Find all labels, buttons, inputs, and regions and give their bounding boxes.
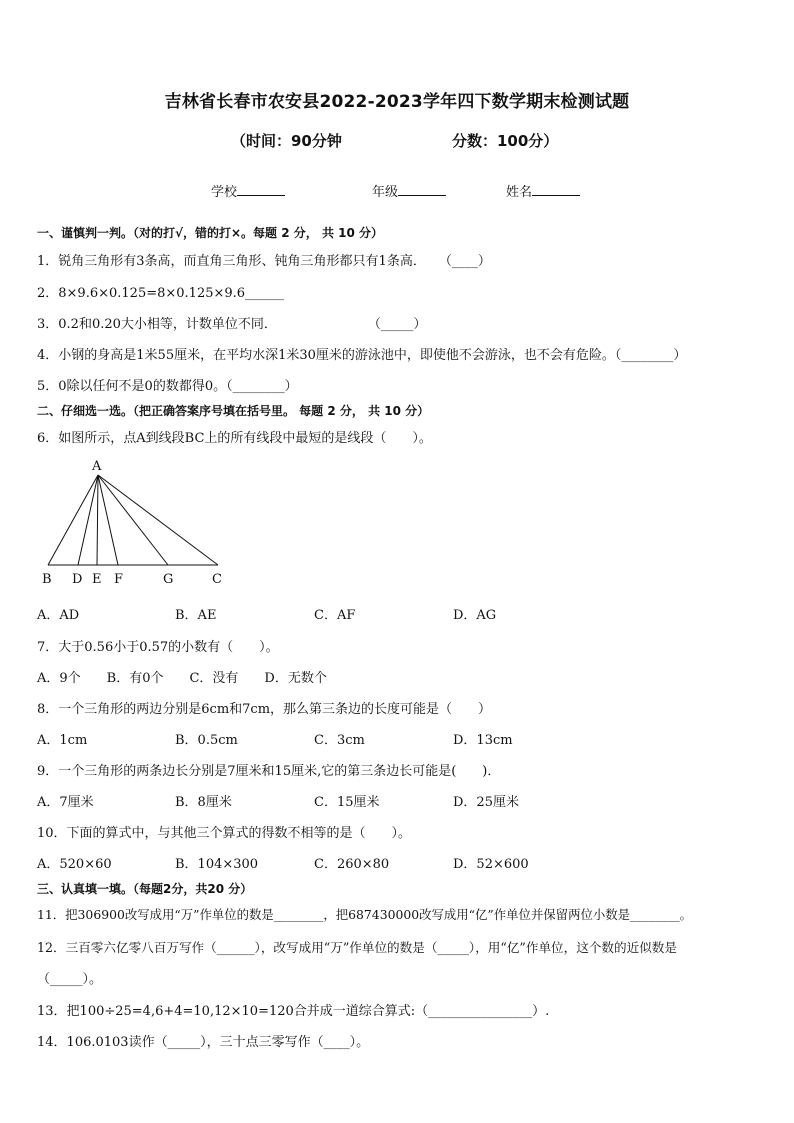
grade-field [372, 181, 446, 200]
question-12: 12．三百零六亿零八百万写作（______），改写成用“万”作单位的数是（_____），用“亿”作单位，这个数的近似数是 [37, 940, 677, 955]
label-b: B [42, 572, 52, 587]
school-blank[interactable] [237, 183, 285, 196]
q6-option-c[interactable]: C．AF [314, 608, 356, 623]
label-g: G [163, 572, 174, 587]
question-3: 3．0.2和0.20大小相等，计数单位不同． （_____） [37, 317, 427, 332]
label-e: E [92, 572, 102, 587]
grade-label: 年级 [372, 185, 399, 200]
page-title: 吉林省长春市农安县2022-2023学年四下数学期末检测试题 [164, 92, 630, 112]
q6-option-a[interactable]: A．AD [37, 608, 80, 623]
q6-option-b[interactable]: B．AE [175, 608, 217, 623]
section1-heading: 一、谨慎判一判。（对的打√，错的打×。每题 2 分， 共 10 分） [37, 226, 383, 240]
q10-option-a[interactable]: A．520×60 [37, 857, 112, 872]
segment-ae [97, 475, 98, 565]
triangle-figure [30, 455, 240, 587]
question-7: 7．大于0.56小于0.57的小数有（ ）。 [37, 640, 279, 655]
q9-option-a[interactable]: A．7厘米 [37, 795, 94, 810]
question-14: 14．106.0103读作（_____），三十点三零写作（____）。 [37, 1035, 370, 1050]
question-4: 4．小钢的身高是1米55厘米，在平均水深1米30厘米的游泳池中，即使他不会游泳，也不会有危险。（________） [37, 348, 687, 363]
name-field [506, 181, 580, 200]
label-d: D [72, 572, 83, 587]
label-a: A [92, 459, 102, 474]
segment-ad [78, 475, 98, 565]
section2-heading: 二、仔细选一选。（把正确答案序号填在括号里。 每题 2 分， 共 10 分） [37, 404, 430, 418]
q9-option-d[interactable]: D．25厘米 [453, 795, 519, 810]
question-11: 11．把306900改写成用“万”作单位的数是________，把687430000改写成用“亿”作单位并保留两位小数是________。 [37, 907, 692, 922]
question-5: 5．0除以任何不是0的数都得0。（________） [37, 379, 298, 394]
q10-option-d[interactable]: D．52×600 [453, 857, 529, 872]
label-c: C [212, 572, 222, 587]
question-6: 6．如图所示，点A到线段BC上的所有线段中最短的是线段（ ）。 [37, 431, 432, 446]
label-f: F [114, 572, 124, 587]
q8-option-d[interactable]: D．13cm [453, 733, 513, 748]
q9-option-c[interactable]: C．15厘米 [314, 795, 380, 810]
question-10: 10．下面的算式中，与其他三个算式的得数不相等的是（ ）。 [37, 826, 412, 841]
q10-option-b[interactable]: B．104×300 [175, 857, 259, 872]
question-13: 13．把100÷25=4,6+4=10,12×10=120合并成一道综合算式:（________________）. [37, 1004, 550, 1019]
question-2: 2．8×9.6×0.125=8×0.125×9.6______ [37, 286, 285, 301]
grade-blank[interactable] [398, 183, 446, 196]
exam-score: 分数：100分） [452, 132, 559, 150]
section3-heading: 三、认真填一填。（每题2分，共20 分） [37, 882, 253, 896]
q10-option-c[interactable]: C．260×80 [314, 857, 390, 872]
q7-options[interactable]: A．9个 B．有0个 C．没有 D．无数个 [37, 671, 327, 686]
school-label: 学校 [211, 185, 238, 200]
segment-ab [48, 475, 98, 565]
question-12-cont: （_____）。 [37, 972, 103, 987]
q8-option-a[interactable]: A．1cm [37, 733, 88, 748]
name-blank[interactable] [532, 183, 580, 196]
school-field [211, 181, 285, 200]
question-8: 8．一个三角形的两边分别是6cm和7cm，那么第三条边的长度可能是（ ） [37, 702, 492, 717]
q8-option-c[interactable]: C．3cm [314, 733, 365, 748]
exam-time: （时间：90分钟 [231, 132, 342, 150]
question-1: 1．锐角三角形有3条高，而直角三角形、钝角三角形都只有1条高． （____） [37, 254, 491, 269]
name-label: 姓名 [506, 185, 533, 200]
q9-option-b[interactable]: B．8厘米 [175, 795, 232, 810]
question-9: 9．一个三角形的两条边长分别是7厘米和15厘米,它的第三条边长可能是( )． [37, 764, 501, 779]
q6-option-d[interactable]: D．AG [453, 608, 497, 623]
q8-option-b[interactable]: B．0.5cm [175, 733, 238, 748]
